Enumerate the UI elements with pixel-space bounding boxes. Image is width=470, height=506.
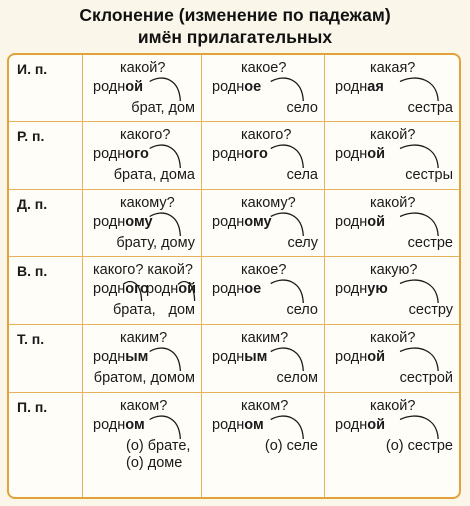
case-label: Р. п. bbox=[17, 128, 45, 144]
adjective-form bbox=[335, 417, 385, 433]
table-row bbox=[9, 257, 459, 325]
noun: брату, дому bbox=[116, 235, 195, 251]
question-arrow-icon bbox=[269, 277, 304, 303]
table-row bbox=[9, 55, 459, 122]
adjective-ending: ой bbox=[367, 214, 386, 230]
noun: (о) доме bbox=[126, 455, 183, 471]
adjective-form bbox=[212, 146, 268, 162]
question-arrow-icon bbox=[398, 277, 439, 303]
adjective-stem: родн bbox=[93, 79, 126, 95]
adjective-stem: родн bbox=[212, 417, 245, 433]
adjective-stem: родн bbox=[212, 214, 245, 230]
table-cell bbox=[325, 393, 459, 497]
table-cell bbox=[202, 122, 324, 190]
question-arrow-icon bbox=[269, 413, 304, 439]
adjective-stem: родн bbox=[335, 214, 368, 230]
title-line-1: Склонение (изменение по падежам) bbox=[79, 5, 391, 25]
adjective-ending: ом bbox=[125, 417, 145, 433]
question-arrow-icon bbox=[148, 75, 181, 101]
case-label: В. п. bbox=[17, 263, 48, 279]
table-cell bbox=[202, 55, 324, 122]
case-question: какого? bbox=[120, 127, 171, 143]
table-cell bbox=[202, 190, 324, 257]
adjective-ending: ой bbox=[125, 79, 144, 95]
adjective-stem: родн bbox=[212, 281, 245, 297]
adjective-ending: ой bbox=[367, 349, 386, 365]
title-line-2: имён прилагательных bbox=[137, 27, 333, 47]
adjective-stem: родн bbox=[335, 79, 368, 95]
case-label: Т. п. bbox=[17, 331, 45, 347]
case-question: какой? bbox=[370, 127, 416, 143]
adjective-ending: ого bbox=[244, 146, 268, 162]
noun: брата, дома bbox=[113, 167, 195, 183]
question-arrow-icon bbox=[398, 413, 439, 439]
adjective-form bbox=[335, 281, 388, 297]
noun: село bbox=[286, 302, 318, 318]
question-arrow-icon bbox=[398, 142, 439, 168]
case-question: какого? какой? bbox=[93, 262, 193, 278]
adjective-form bbox=[335, 146, 385, 162]
adjective-form bbox=[335, 214, 385, 230]
adjective-form bbox=[212, 281, 261, 297]
table-cell bbox=[83, 325, 201, 393]
noun: сестрой bbox=[399, 370, 453, 386]
declension-table bbox=[7, 53, 461, 499]
adjective-ending: ым bbox=[125, 349, 149, 365]
adjective-form bbox=[212, 349, 267, 365]
noun: сестра bbox=[407, 100, 453, 116]
adjective-stem: родн bbox=[93, 281, 126, 297]
case-question: какого? bbox=[241, 127, 292, 143]
case-question: какое? bbox=[241, 262, 287, 278]
case-question: какому? bbox=[120, 195, 175, 211]
noun: (о) брате, bbox=[126, 438, 191, 454]
case-question: каким? bbox=[241, 330, 289, 346]
case-question: каким? bbox=[120, 330, 168, 346]
question-arrow-icon bbox=[269, 75, 304, 101]
adjective-ending: ому bbox=[125, 214, 153, 230]
adjective-stem: родн bbox=[335, 281, 368, 297]
question-arrow-icon bbox=[148, 345, 181, 371]
adjective-stem: родн bbox=[93, 214, 126, 230]
question-arrow-icon bbox=[148, 142, 181, 168]
adjective-stem: родн bbox=[93, 417, 126, 433]
noun: селом bbox=[276, 370, 318, 386]
adjective-stem: родн bbox=[335, 417, 368, 433]
adjective-ending: ой bbox=[178, 281, 197, 297]
case-question: какое? bbox=[241, 60, 287, 76]
question-arrow-icon bbox=[122, 279, 142, 301]
case-question: какой? bbox=[370, 195, 416, 211]
adjective-ending: ого bbox=[125, 146, 149, 162]
adjective-ending: ое bbox=[244, 79, 262, 95]
page-title bbox=[0, 4, 470, 48]
adjective-ending: ое bbox=[244, 281, 262, 297]
noun: брата, bbox=[113, 302, 156, 318]
table-cell bbox=[83, 190, 201, 257]
adjective-stem: родн bbox=[146, 281, 179, 297]
question-arrow-icon bbox=[177, 279, 195, 301]
table-cell bbox=[202, 393, 324, 497]
adjective-form bbox=[93, 146, 149, 162]
case-question: какой? bbox=[120, 60, 166, 76]
table-cell bbox=[202, 325, 324, 393]
question-arrow-icon bbox=[269, 210, 304, 236]
table-row bbox=[9, 190, 459, 257]
table-row bbox=[9, 325, 459, 393]
adjective-ending: ого bbox=[125, 281, 149, 297]
table-cell bbox=[325, 257, 459, 325]
adjective-form bbox=[93, 214, 153, 230]
adjective-stem: родн bbox=[212, 146, 245, 162]
table-cell bbox=[325, 190, 459, 257]
adjective-form bbox=[212, 417, 264, 433]
case-question: каком? bbox=[241, 398, 289, 414]
question-arrow-icon bbox=[398, 75, 439, 101]
case-question: какому? bbox=[241, 195, 296, 211]
case-label: И. п. bbox=[17, 61, 48, 77]
case-question: какую? bbox=[370, 262, 418, 278]
adjective-stem: родн bbox=[335, 146, 368, 162]
noun: село bbox=[286, 100, 318, 116]
question-arrow-icon bbox=[398, 345, 439, 371]
table-cell bbox=[83, 122, 201, 190]
table-row bbox=[9, 122, 459, 190]
adjective-form bbox=[212, 79, 261, 95]
adjective-form bbox=[93, 349, 148, 365]
noun: села bbox=[286, 167, 318, 183]
question-arrow-icon bbox=[269, 345, 304, 371]
adjective-ending: ому bbox=[244, 214, 272, 230]
adjective-ending: ой bbox=[367, 146, 386, 162]
adjective-ending: ую bbox=[367, 281, 388, 297]
noun: селу bbox=[287, 235, 318, 251]
case-question: каком? bbox=[120, 398, 168, 414]
adjective-ending: ым bbox=[244, 349, 268, 365]
table-cell bbox=[325, 122, 459, 190]
adjective-form bbox=[93, 417, 145, 433]
table-cell bbox=[83, 257, 201, 325]
adjective-ending: ая bbox=[367, 79, 384, 95]
table-cell bbox=[83, 393, 201, 497]
adjective-stem: родн bbox=[93, 146, 126, 162]
question-arrow-icon bbox=[148, 210, 181, 236]
adjective-stem: родн bbox=[212, 349, 245, 365]
case-question: какой? bbox=[370, 398, 416, 414]
table-cell bbox=[83, 55, 201, 122]
noun: брат, дом bbox=[131, 100, 195, 116]
case-question: какая? bbox=[370, 60, 416, 76]
table-cell bbox=[202, 257, 324, 325]
adjective-stem: родн bbox=[93, 349, 126, 365]
table-cell bbox=[325, 325, 459, 393]
adjective-form bbox=[335, 79, 384, 95]
noun: братом, домом bbox=[93, 370, 195, 386]
question-arrow-icon bbox=[398, 210, 439, 236]
case-question: какой? bbox=[370, 330, 416, 346]
noun: дом bbox=[168, 302, 195, 318]
noun: сестре bbox=[407, 235, 453, 251]
table-row bbox=[9, 393, 459, 497]
case-label: П. п. bbox=[17, 399, 48, 415]
adjective-stem: родн bbox=[335, 349, 368, 365]
noun: (о) сестре bbox=[385, 438, 453, 454]
case-label: Д. п. bbox=[17, 196, 48, 212]
question-arrow-icon bbox=[269, 142, 304, 168]
table-grid bbox=[9, 55, 459, 497]
table-cell bbox=[325, 55, 459, 122]
adjective-form bbox=[93, 79, 143, 95]
noun: сестру bbox=[408, 302, 453, 318]
adjective-form bbox=[212, 214, 272, 230]
adjective-ending: ой bbox=[367, 417, 386, 433]
adjective-ending: ом bbox=[244, 417, 264, 433]
question-arrow-icon bbox=[148, 413, 181, 439]
adjective-stem: родн bbox=[212, 79, 245, 95]
noun: сестры bbox=[405, 167, 453, 183]
noun: (о) селе bbox=[264, 438, 318, 454]
adjective-form bbox=[335, 349, 385, 365]
